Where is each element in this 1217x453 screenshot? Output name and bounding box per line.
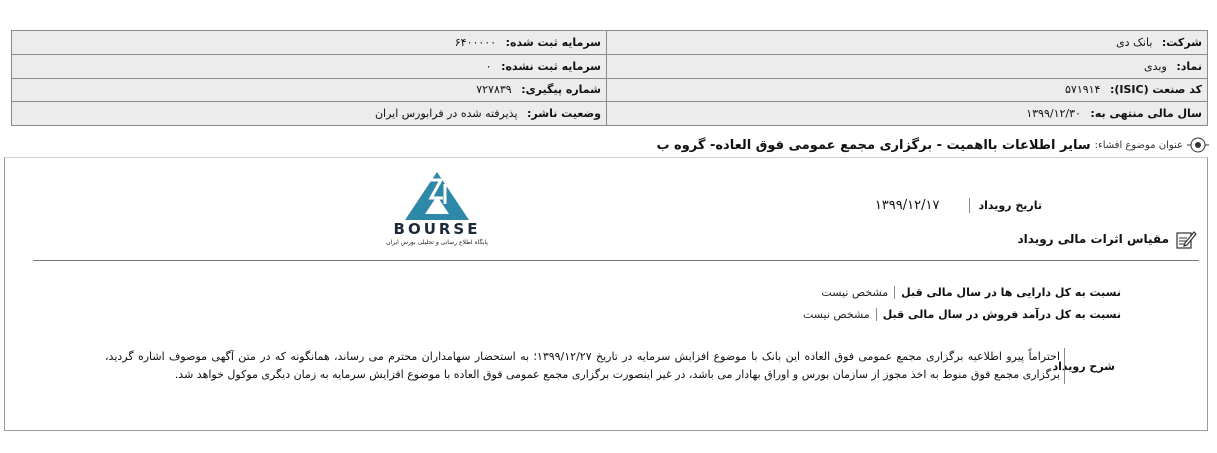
revenue-ratio-row	[803, 304, 1121, 324]
event-date-value: ۱۳۹۹/۱۲/۱۷	[875, 198, 971, 213]
registered-capital-cell	[12, 31, 607, 55]
registered-capital-value: ۶۴۰۰۰۰۰	[454, 35, 497, 49]
info-row	[12, 78, 1208, 102]
symbol-value: وبدی	[1144, 59, 1167, 73]
event-description-label: شرح رویداد	[1052, 360, 1115, 373]
disclosure-subject	[656, 135, 1209, 155]
fiscal-year-label: سال مالی منتهی به:	[1090, 107, 1202, 121]
event-description-text: احتراماً پیرو اطلاعیه برگزاری مجمع عمومی فوق العاده این بانک با موضوع افزایش سرمایه در تاریخ ۱۳۹۹/۱۲/۲۷؛ به استحضار سهامداران محترم می رساند، همانگونه که در متن آگهی موصوف اشاره گردید، برگزاری مجمع فوق منوط به اخذ مجوز از سازمان بورس و اوراق بهادار می باشد، در غیر اینصورت برگزاری مجمع عمومی فوق العاده با موضوع افزایش سرمایه به زمان دیگری موکول خواهد شد.	[105, 348, 1065, 384]
industry-code-cell	[607, 78, 1208, 102]
financial-effects-title: مقیاس اثرات مالی رویداد	[1017, 232, 1169, 246]
company-cell	[607, 31, 1208, 55]
event-date-row	[875, 198, 1042, 213]
publisher-status-label: وضعیت ناشر:	[527, 107, 601, 121]
subject-label: عنوان موضوع افشاء:	[1094, 139, 1183, 151]
unregistered-capital-cell	[12, 54, 607, 78]
bourse-logo	[385, 170, 489, 256]
bourse-logo-mark	[385, 170, 489, 222]
publisher-status-cell	[12, 102, 607, 126]
logo-subtitle: پایگاه اطلاع رسانی و تحلیلی بورس ایران	[386, 239, 488, 246]
unregistered-capital-label: سرمایه ثبت نشده:	[501, 59, 601, 73]
symbol-label: نماد:	[1176, 59, 1202, 73]
asset-ratio-label: نسبت به کل دارایی ها در سال مالی قبل	[901, 285, 1121, 299]
asset-ratio-row	[821, 282, 1121, 302]
edit-icon	[1175, 228, 1197, 250]
subject-title: سایر اطلاعات بااهمیت - برگزاری مجمع عمومی فوق العاده- گروه ب	[656, 137, 1091, 153]
fiscal-year-cell	[607, 102, 1208, 126]
tracking-number-value: ۷۲۷۸۳۹	[476, 83, 512, 97]
symbol-cell	[607, 54, 1208, 78]
event-description-row	[105, 348, 1115, 384]
info-row	[12, 54, 1208, 78]
section-divider	[33, 260, 1199, 261]
tracking-number-cell	[12, 78, 607, 102]
event-date-label: تاریخ رویداد	[978, 199, 1042, 212]
logo-word: BOURSE	[393, 220, 481, 238]
company-label: شرکت:	[1161, 35, 1202, 49]
target-icon	[1187, 135, 1209, 155]
unregistered-capital-value: ۰	[485, 59, 492, 73]
info-row	[12, 102, 1208, 126]
asset-ratio-value: مشخص نیست	[821, 286, 895, 299]
disclosure-content-box	[4, 157, 1208, 431]
industry-code-label: کد صنعت (ISIC):	[1109, 83, 1202, 97]
info-row	[12, 31, 1208, 55]
industry-code-value: ۵۷۱۹۱۴	[1065, 83, 1101, 97]
revenue-ratio-value: مشخص نیست	[803, 308, 877, 321]
publisher-status-value: پذیرفته شده در فرابورس ایران	[374, 107, 518, 121]
registered-capital-label: سرمایه ثبت شده:	[505, 35, 601, 49]
company-info-table	[11, 30, 1208, 126]
revenue-ratio-label: نسبت به کل درآمد فروش در سال مالی قبل	[882, 307, 1121, 321]
company-value: بانک دی	[1116, 35, 1153, 49]
tracking-number-label: شماره پیگیری:	[521, 83, 601, 97]
financial-effects-header	[1018, 228, 1197, 250]
fiscal-year-value: ۱۳۹۹/۱۲/۳۰	[1026, 107, 1081, 121]
